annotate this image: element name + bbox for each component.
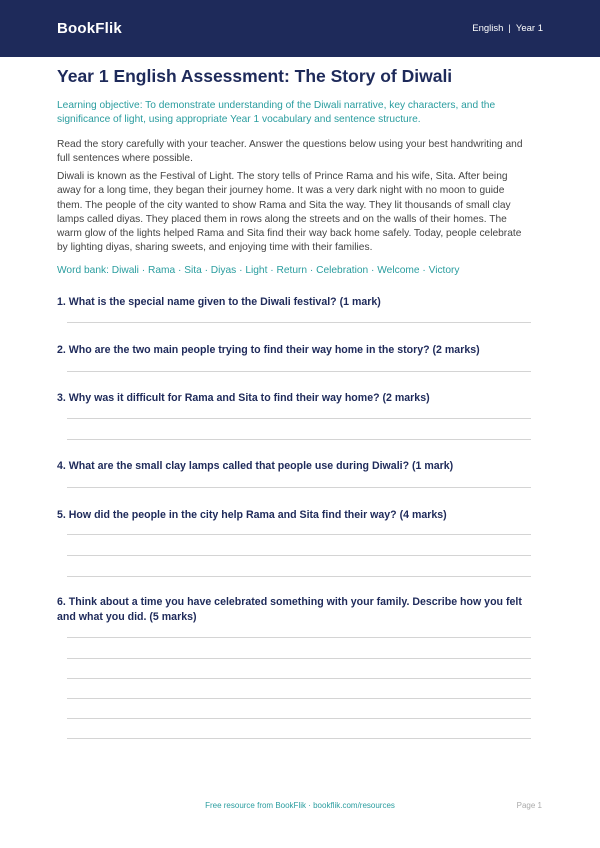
- answer-line[interactable]: [67, 637, 531, 638]
- question-3: 3. Why was it difficult for Rama and Sita to find their way home? (2 marks): [57, 392, 430, 404]
- question-2: 2. Who are the two main people trying to find their way home in the story? (2 marks): [57, 344, 480, 356]
- page-title: Year 1 English Assessment: The Story of Diwali: [57, 66, 453, 86]
- breadcrumb-separator: |: [508, 23, 511, 34]
- answer-line[interactable]: [67, 487, 531, 488]
- breadcrumb: [472, 23, 543, 34]
- brand-logo[interactable]: BookFlik: [57, 20, 122, 37]
- answer-line[interactable]: [67, 534, 531, 535]
- answer-line[interactable]: [67, 418, 531, 419]
- page-footer: [0, 801, 600, 815]
- breadcrumb-subject[interactable]: English: [472, 23, 504, 34]
- footer-resource-link[interactable]: Free resource from BookFlik · bookflik.com/resources: [205, 801, 395, 810]
- header-bar: [0, 0, 600, 57]
- word-bank: Word bank: Diwali · Rama · Sita · Diyas · Light · Return · Celebration · Welcome · Victory: [57, 265, 460, 276]
- question-5: 5. How did the people in the city help Rama and Sita find their way? (4 marks): [57, 509, 447, 521]
- answer-line[interactable]: [67, 576, 531, 577]
- answer-line[interactable]: [67, 698, 531, 699]
- instructions-text: Read the story carefully with your teacher. Answer the questions below using your best handwriting and full sentences where possible.: [57, 139, 523, 165]
- answer-line[interactable]: [67, 439, 531, 440]
- story-text: Diwali is known as the Festival of Light. The story tells of Prince Rama and his wife, Sita. After being away for a long time, they began their journey home. It was a very dark night with no moon to guide them. The people of the city wanted to show Rama and Sita the way. They lit thousands of small clay lamps called diyas. They placed them in rows along the streets and on the walls of their homes. The warm glow of the lights helped Rama and Sita find their way back home safely. Today, people celebrate by lighting diyas, sharing sweets, and enjoying time with their families.: [57, 171, 522, 254]
- answer-line[interactable]: [67, 658, 531, 659]
- answer-line[interactable]: [67, 718, 531, 719]
- answer-line[interactable]: [67, 371, 531, 372]
- answer-line[interactable]: [67, 555, 531, 556]
- page-number: Page 1: [516, 801, 542, 810]
- question-4: 4. What are the small clay lamps called that people use during Diwali? (1 mark): [57, 460, 454, 472]
- answer-line[interactable]: [67, 678, 531, 679]
- answer-line[interactable]: [67, 322, 531, 323]
- learning-objective: Learning objective: To demonstrate understanding of the Diwali narrative, key characters, and the significance of light, using appropriate Year 1 vocabulary and sentence structure.: [57, 100, 496, 126]
- question-1: 1. What is the special name given to the Diwali festival? (1 mark): [57, 296, 381, 308]
- answer-line[interactable]: [67, 738, 531, 739]
- question-6: 6. Think about a time you have celebrated something with your family. Describe how you felt and what you did. (5 marks): [57, 596, 522, 623]
- breadcrumb-year[interactable]: Year 1: [515, 23, 543, 34]
